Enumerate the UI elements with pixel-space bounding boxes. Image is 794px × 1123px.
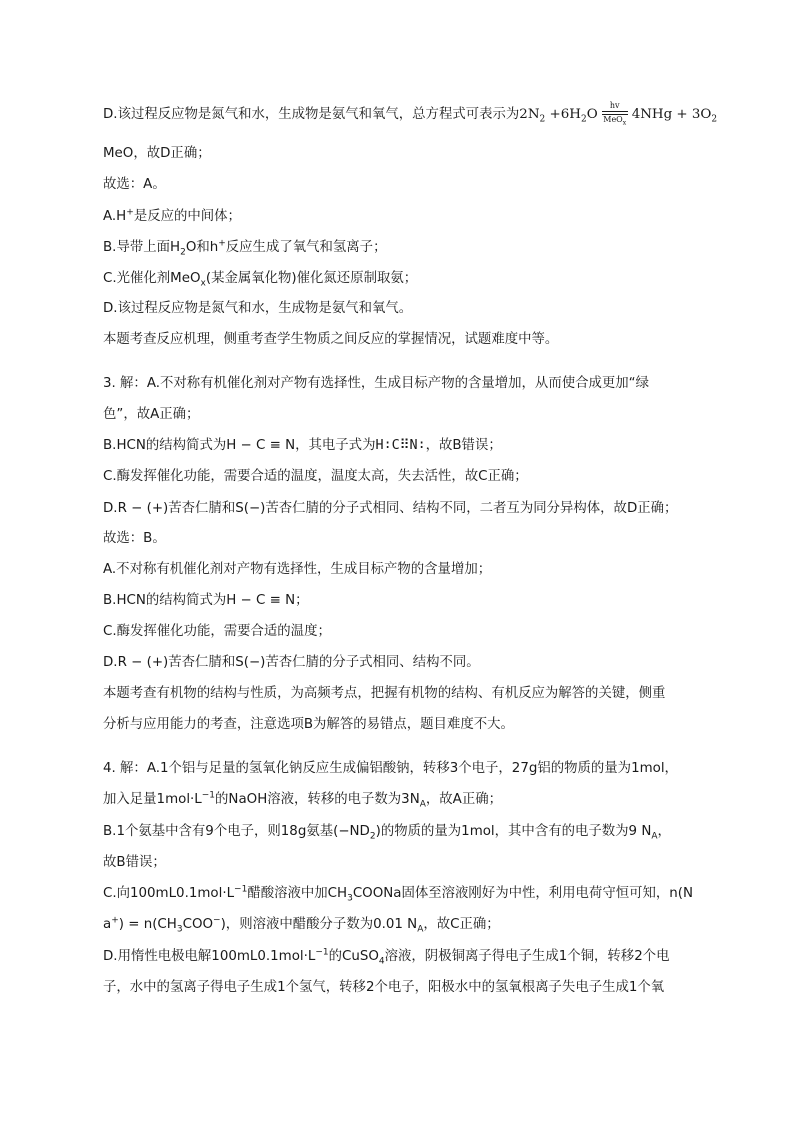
text-fragment: A [651,831,658,842]
text-line [103,270,417,288]
text-fragment: 故选：A。 [103,177,166,192]
text-fragment: ，故C正确； [423,917,500,932]
text-fragment: 的CuSO [328,949,379,964]
text-fragment: )，则溶液中醋酸分子数为0.01 N [220,917,418,932]
text-line [103,500,677,518]
text-fragment: MeO，故D正确； [103,146,211,161]
text-line [103,592,309,610]
text-line [103,208,241,226]
text-fragment: A.H [103,209,127,224]
text-fragment: 2 [369,831,376,842]
text-line [103,979,664,997]
text-fragment: + [126,207,134,218]
text-fragment: D.R − (+)苦杏仁腈和S(−)苦杏仁腈的分子式相同、结构不同。 [103,655,480,670]
electron-formula: H∶C⠿N∶ [375,438,426,453]
text-fragment: 2N [519,107,540,122]
text-line [103,948,670,966]
summary-line [103,331,558,349]
text: D.该过程反应物是氮气和水，生成物是氨气和氧气，总方程式可表示为 [103,107,520,122]
text-fragment: A.不对称有机催化剂对产物有选择性，生成目标产物的含量增加； [103,562,492,577]
text-line [103,823,671,841]
text-fragment: A [419,799,426,810]
text-fragment: C.光催化剂MeO [103,271,201,286]
text-fragment: )的物质的量为1mol，其中含有的电子数为9 N [375,824,652,839]
text-fragment: − [213,915,221,926]
text-fragment: 色”，故A正确； [103,407,200,422]
text-fragment: −1 [234,884,248,895]
text-fragment: 2 [711,114,718,125]
text-fragment: 故B错误； [103,855,166,870]
text-fragment [598,115,632,125]
text-fragment: (某金属氧化物)催化氮还原制取氨； [205,271,418,286]
text-fragment: ， [657,824,671,839]
text-fragment: 是反应的中间体； [133,209,241,224]
text-fragment: x [200,278,206,289]
answer-line [103,176,166,194]
text-fragment: 醋酸溶液中加CH [247,886,348,901]
text-line [103,300,412,318]
text-line [103,239,386,257]
question-3-line [103,375,649,393]
text-fragment: C.酶发挥催化功能，需要合适的温度，温度太高，失去活性，故C正确； [103,469,528,484]
text-fragment: B.1个氨基中含有9个电子，则18g氨基(−ND [103,824,370,839]
text-fragment: + [218,238,226,249]
text-fragment: ) = n(CH [118,917,177,932]
text-fragment: 4NHg + 3O [631,107,712,122]
text-fragment: MeO [603,115,623,124]
text-line [103,885,693,903]
text-line [103,437,502,455]
text-fragment: 故选：B。 [103,531,166,546]
text-fragment: ，故A正确； [425,792,503,807]
text-line [103,654,480,672]
text-fragment: 的NaOH溶液，转移的电子数为3N [215,792,420,807]
text-fragment: 3 [347,893,353,904]
text-line [103,406,199,424]
text-line [103,468,528,486]
text-fragment: B.HCN的结构简式为H − C ≡ N，其电子式为 [103,438,376,453]
summary-line [103,716,514,734]
text-line [103,854,166,872]
text-line [103,561,491,579]
text-fragment: +6H [545,107,581,122]
text-fragment: 加入足量1mol·L [103,792,202,807]
text-fragment: 溶液，阴极铜离子得电子生成1个铜，转移2个电 [384,949,670,964]
text-fragment: B.导带上面H [103,240,181,255]
text-fragment: D.该过程反应物是氮气和水，生成物是氨气和氧气。 [103,301,413,316]
text-fragment: C.向100mL0.1mol·L [103,886,235,901]
text-fragment: x [622,119,627,127]
equation [519,101,718,127]
text-fragment: 本题考查反应机理，侧重考查学生物质之间反应的掌握情况，试题难度中等。 [103,332,559,347]
text-fragment: 2 [580,114,587,125]
text-line [103,623,331,641]
text-fragment: 分析与应用能力的考查，注意选项B为解答的易错点，题目难度不大。 [103,717,514,732]
text-fragment: 3 [176,924,183,935]
text-fragment: C.酶发挥催化功能，需要合适的温度； [103,624,331,639]
text-fragment: 2 [180,247,186,258]
text-fragment: a [103,917,112,932]
text-fragment: COO [182,917,214,932]
text-fragment: 3. 解：A.不对称有机催化剂对产物有选择性，生成目标产物的含量增加，从而使合成更加“绿 [103,376,649,391]
text-line [103,791,502,809]
text-fragment: 子，水中的氢离子得电子生成1个氢气，转移2个电子，阳极水中的氢氧根离子失电子生成1个氧 [103,980,665,995]
text-fragment: −1 [315,947,329,958]
text-fragment: D.用惰性电极电解100mL0.1mol·L [103,949,316,964]
text-fragment: O和h [185,240,219,255]
text-fragment: 反应生成了氧气和氢离子； [225,240,387,255]
text-fragment: ，故B错误； [425,438,502,453]
text-fragment: D.R − (+)苦杏仁腈和S(−)苦杏仁腈的分子式相同、结构不同，二者互为同分异构体，故D正确； [103,501,678,516]
text-fragment: 本题考查有机物的结构与性质，为高频考点，把握有机物的结构、有机反应为解答的关键，侧重 [103,686,666,701]
text-fragment: 2 [539,114,546,125]
text-fragment: 4 [378,956,385,967]
text-fragment: O [586,107,598,122]
text-fragment: hv [609,101,620,110]
text-fragment: B.HCN的结构简式为H − C ≡ N； [103,593,309,608]
text-fragment: 4. 解：A.1个铝与足量的氢氧化钠反应生成偏铝酸钠，转移3个电子，27g铝的物质的量为1mol， [103,761,678,776]
reaction-condition [598,101,632,127]
text-fragment: A [417,924,424,935]
text-line [103,916,500,934]
text-line [103,145,211,163]
answer-line [103,530,166,548]
summary-line [103,685,665,703]
question-4-line [103,760,678,778]
text-fragment: COONa固体至溶液刚好为中性，利用电荷守恒可知，n(N [352,886,694,901]
text-fragment: + [111,915,119,926]
option-d-equation-line [103,101,718,127]
text-fragment: −1 [201,790,216,801]
